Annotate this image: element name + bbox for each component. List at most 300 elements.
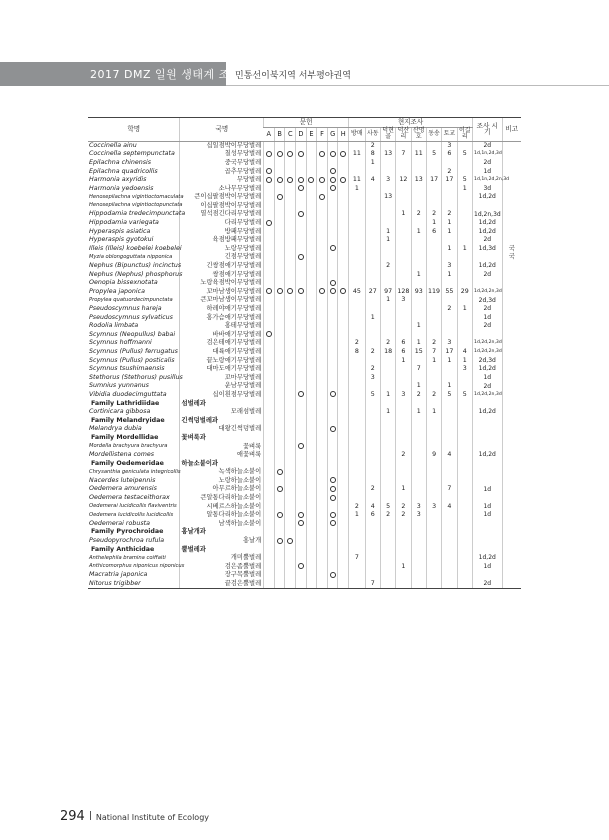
site-count	[457, 159, 472, 168]
lit-cell-b	[274, 219, 285, 228]
presence-mark	[330, 288, 336, 294]
site-count	[411, 425, 426, 434]
species-row	[88, 305, 521, 314]
species-row	[88, 485, 521, 494]
site-count	[442, 236, 457, 245]
site-count: 2	[426, 339, 441, 348]
site-count	[396, 228, 411, 237]
site-count	[380, 571, 395, 580]
lit-cell-f	[317, 228, 328, 237]
family-name: Family Pyrochroidae	[91, 528, 164, 536]
note	[502, 520, 521, 529]
lit-cell-h	[338, 408, 349, 417]
site-count	[380, 253, 395, 262]
presence-mark	[277, 177, 283, 183]
lit-cell-h	[338, 167, 349, 176]
site-count	[442, 580, 457, 589]
site-count	[411, 571, 426, 580]
site-count	[380, 382, 395, 391]
empty-cell	[365, 417, 380, 426]
site-count	[457, 425, 472, 434]
lit-cell-a	[264, 141, 275, 150]
lit-cell-a	[264, 228, 275, 237]
korean-name: 큰이십팔점박이무당벌레	[180, 193, 264, 202]
site-count	[380, 468, 395, 477]
site-count	[411, 563, 426, 572]
site-count: 55	[442, 288, 457, 297]
site-count	[365, 382, 380, 391]
empty-cell	[365, 399, 380, 408]
species-row	[88, 210, 521, 219]
empty-cell	[274, 546, 285, 555]
site-count: 17	[442, 348, 457, 357]
lit-cell-c	[285, 485, 296, 494]
site-count	[365, 262, 380, 271]
site-count	[457, 322, 472, 331]
site-count	[411, 167, 426, 176]
presence-mark	[287, 288, 293, 294]
lit-cell-b	[274, 193, 285, 202]
site-count	[365, 322, 380, 331]
site-count	[426, 202, 441, 211]
scientific-name: Scymnus (Neopullus) babai	[89, 330, 176, 338]
scientific-name: Chrysanthia geniculata integricollis	[89, 468, 181, 475]
site-count	[411, 451, 426, 460]
presence-mark	[298, 443, 304, 449]
presence-mark	[330, 572, 336, 578]
site-count	[380, 374, 395, 383]
survey-season: 2d	[473, 580, 502, 589]
empty-cell	[327, 460, 338, 469]
site-count	[380, 365, 395, 374]
lit-cell-f	[317, 503, 328, 512]
lit-cell-f	[317, 563, 328, 572]
site-count: 12	[396, 176, 411, 185]
site-count: 3	[380, 176, 395, 185]
col-header-korean-name: 국명	[180, 118, 264, 142]
lit-cell-b	[274, 288, 285, 297]
empty-cell	[296, 434, 307, 443]
empty-cell	[264, 399, 275, 408]
survey-season	[473, 425, 502, 434]
site-count	[396, 305, 411, 314]
note	[502, 288, 521, 297]
empty-cell	[274, 417, 285, 426]
lit-cell-a	[264, 236, 275, 245]
lit-cell-g	[327, 563, 338, 572]
site-count: 4	[442, 503, 457, 512]
survey-season: 1d,2d	[473, 228, 502, 237]
empty-cell	[306, 417, 317, 426]
lit-cell-g	[327, 348, 338, 357]
lit-cell-e	[306, 305, 317, 314]
family-row	[88, 399, 521, 408]
table-header	[88, 118, 521, 142]
lit-cell-b	[274, 374, 285, 383]
site-count	[349, 485, 366, 494]
scientific-name: Anthicomorphus niponicus niponicus	[89, 563, 185, 570]
scientific-name: Oedemerai robusta	[89, 519, 150, 527]
site-count	[411, 219, 426, 228]
site-count	[396, 554, 411, 563]
empty-cell	[396, 417, 411, 426]
lit-cell-g	[327, 485, 338, 494]
species-row	[88, 253, 521, 262]
site-count: 1	[380, 228, 395, 237]
empty-cell	[317, 434, 328, 443]
lit-cell-e	[306, 219, 317, 228]
empty-cell	[457, 434, 472, 443]
scientific-name: Scymnus (Pullus) posticalis	[89, 356, 175, 364]
lit-cell-f	[317, 425, 328, 434]
page-number: 294	[60, 809, 85, 824]
survey-season	[473, 477, 502, 486]
survey-season: 1d	[473, 485, 502, 494]
site-count: 2	[442, 167, 457, 176]
lit-cell-f	[317, 442, 328, 451]
survey-season: 1d	[473, 313, 502, 322]
site-count	[426, 331, 441, 340]
site-count: 7	[365, 580, 380, 589]
site-count	[396, 331, 411, 340]
lit-cell-h	[338, 253, 349, 262]
lit-cell-a	[264, 580, 275, 589]
presence-mark	[298, 520, 304, 526]
family-korean-name: 뿔벌레과	[180, 546, 264, 555]
lit-cell-d	[296, 296, 307, 305]
lit-cell-h	[338, 331, 349, 340]
family-korean-name: 긴썩덩벌레과	[180, 417, 264, 426]
lit-col-f: F	[317, 128, 328, 142]
lit-cell-g	[327, 382, 338, 391]
site-count	[380, 202, 395, 211]
lit-cell-f	[317, 451, 328, 460]
species-row	[88, 167, 521, 176]
scientific-name: Henosepilachna vigintioctomaculata	[89, 193, 184, 200]
lit-cell-b	[274, 494, 285, 503]
korean-name: 십일점박이무당벌레	[180, 141, 264, 150]
site-count	[442, 253, 457, 262]
survey-season	[473, 279, 502, 288]
lit-cell-c	[285, 202, 296, 211]
site-count: 1	[365, 313, 380, 322]
lit-cell-h	[338, 271, 349, 280]
lit-cell-a	[264, 477, 275, 486]
scientific-name: Hippodamia tredecimpunctata	[89, 210, 186, 218]
korean-name: 검은테애기무당벌레	[180, 339, 264, 348]
presence-mark	[266, 168, 272, 174]
species-row	[88, 563, 521, 572]
site-count	[457, 236, 472, 245]
lit-cell-e	[306, 580, 317, 589]
empty-cell	[338, 434, 349, 443]
site-count	[349, 167, 366, 176]
scientific-name: Coccinella ainu	[89, 141, 137, 149]
site-count: 1	[411, 322, 426, 331]
empty-cell	[306, 434, 317, 443]
presence-mark	[340, 151, 346, 157]
lit-cell-b	[274, 262, 285, 271]
site-count: 1	[442, 219, 457, 228]
site-count	[411, 236, 426, 245]
korean-name: 다리무당벌레	[180, 219, 264, 228]
survey-season: 1d,2d	[473, 219, 502, 228]
lit-cell-a	[264, 485, 275, 494]
korean-name: 운남무당벌레	[180, 382, 264, 391]
lit-cell-d	[296, 382, 307, 391]
lit-cell-f	[317, 331, 328, 340]
site-count: 1	[457, 245, 472, 254]
site-count	[411, 305, 426, 314]
site-count	[442, 296, 457, 305]
empty-cell	[365, 528, 380, 537]
empty-cell	[285, 417, 296, 426]
lit-cell-e	[306, 159, 317, 168]
presence-mark	[287, 151, 293, 157]
lit-cell-b	[274, 339, 285, 348]
site-count: 45	[349, 288, 366, 297]
lit-cell-e	[306, 176, 317, 185]
empty-cell	[380, 434, 395, 443]
site-count	[457, 219, 472, 228]
lit-cell-g	[327, 339, 338, 348]
lit-cell-f	[317, 365, 328, 374]
lit-cell-c	[285, 167, 296, 176]
scientific-name: Sumnius yunnanus	[89, 382, 149, 390]
site-count	[365, 219, 380, 228]
site-count	[380, 442, 395, 451]
family-row	[88, 460, 521, 469]
lit-cell-g	[327, 322, 338, 331]
site-count	[457, 331, 472, 340]
empty-cell	[380, 546, 395, 555]
lit-cell-e	[306, 245, 317, 254]
lit-cell-h	[338, 141, 349, 150]
species-row	[88, 159, 521, 168]
empty-cell	[274, 399, 285, 408]
species-row	[88, 236, 521, 245]
empty-cell	[473, 417, 502, 426]
site-count	[411, 468, 426, 477]
site-count	[349, 305, 366, 314]
lit-cell-f	[317, 296, 328, 305]
site-count	[349, 202, 366, 211]
lit-cell-g	[327, 296, 338, 305]
lit-cell-a	[264, 253, 275, 262]
species-row	[88, 391, 521, 400]
site-count	[442, 408, 457, 417]
lit-cell-e	[306, 537, 317, 546]
korean-name: 시베르스하늘소붙이	[180, 503, 264, 512]
site-count: 13	[380, 193, 395, 202]
note	[502, 503, 521, 512]
lit-cell-a	[264, 245, 275, 254]
presence-mark	[277, 512, 283, 518]
survey-season: 1d,2d	[473, 365, 502, 374]
col-header-scientific-name: 학명	[88, 118, 180, 142]
lit-cell-b	[274, 245, 285, 254]
lit-cell-d	[296, 236, 307, 245]
lit-cell-d	[296, 503, 307, 512]
site-count	[396, 442, 411, 451]
page-footer	[60, 805, 209, 824]
lit-cell-e	[306, 391, 317, 400]
scientific-name: Oedemera testaceithorax	[89, 494, 170, 502]
site-count	[426, 313, 441, 322]
korean-name: 긴점무당벌레	[180, 253, 264, 262]
korean-name: 쌍점애기무당벌레	[180, 271, 264, 280]
lit-cell-f	[317, 193, 328, 202]
lit-cell-e	[306, 511, 317, 520]
lit-cell-h	[338, 442, 349, 451]
lit-cell-h	[338, 554, 349, 563]
lit-cell-a	[264, 391, 275, 400]
empty-cell	[380, 528, 395, 537]
lit-cell-a	[264, 468, 275, 477]
lit-cell-c	[285, 520, 296, 529]
korean-name: 녹색하늘소붙이	[180, 468, 264, 477]
lit-cell-h	[338, 511, 349, 520]
empty-cell	[442, 528, 457, 537]
empty-cell	[349, 399, 366, 408]
scientific-name: Henosepilachna vigintioctopunctata	[89, 202, 183, 209]
survey-season: 1d,2d	[473, 193, 502, 202]
lit-cell-g	[327, 554, 338, 563]
lit-cell-g	[327, 451, 338, 460]
lit-cell-a	[264, 305, 275, 314]
presence-mark	[319, 194, 325, 200]
scientific-name: Nephus (Bipunctus) incinctus	[89, 262, 182, 270]
note	[502, 580, 521, 589]
site-count	[426, 236, 441, 245]
site-count	[380, 485, 395, 494]
species-row	[88, 339, 521, 348]
lit-cell-c	[285, 494, 296, 503]
lit-cell-a	[264, 563, 275, 572]
empty-cell	[296, 399, 307, 408]
lit-cell-g	[327, 391, 338, 400]
site-count	[349, 210, 366, 219]
site-count	[411, 580, 426, 589]
korean-name: 노랑무당벌레	[180, 245, 264, 254]
site-count	[349, 236, 366, 245]
lit-cell-g	[327, 468, 338, 477]
lit-cell-e	[306, 356, 317, 365]
site-count: 2	[380, 262, 395, 271]
lit-cell-g	[327, 305, 338, 314]
site-count	[426, 571, 441, 580]
site-count	[349, 141, 366, 150]
note	[502, 159, 521, 168]
lit-cell-g	[327, 520, 338, 529]
site-count	[442, 442, 457, 451]
site-count: 13	[380, 150, 395, 159]
site-count	[457, 468, 472, 477]
lit-cell-d	[296, 141, 307, 150]
site-count	[457, 228, 472, 237]
note	[502, 339, 521, 348]
presence-mark	[330, 280, 336, 286]
lit-cell-a	[264, 193, 275, 202]
site-count	[349, 253, 366, 262]
site-count	[411, 485, 426, 494]
empty-cell	[306, 460, 317, 469]
site-count: 3	[396, 296, 411, 305]
site-count: 6	[396, 339, 411, 348]
site-count	[457, 408, 472, 417]
site-col: 동송	[426, 128, 441, 142]
empty-cell	[349, 417, 366, 426]
empty-cell	[338, 399, 349, 408]
lit-cell-f	[317, 253, 328, 262]
korean-name: 칠성무당벌레	[180, 150, 264, 159]
site-count	[442, 511, 457, 520]
lit-cell-h	[338, 322, 349, 331]
note	[502, 494, 521, 503]
lit-cell-e	[306, 520, 317, 529]
site-count	[380, 451, 395, 460]
site-count	[411, 296, 426, 305]
lit-cell-e	[306, 408, 317, 417]
lit-cell-a	[264, 159, 275, 168]
site-count: 1	[411, 271, 426, 280]
lit-cell-a	[264, 503, 275, 512]
site-count	[396, 141, 411, 150]
site-count: 2	[411, 210, 426, 219]
lit-cell-g	[327, 365, 338, 374]
lit-cell-h	[338, 425, 349, 434]
lit-cell-a	[264, 339, 275, 348]
site-count: 3	[365, 374, 380, 383]
lit-cell-f	[317, 245, 328, 254]
lit-cell-a	[264, 408, 275, 417]
site-count: 5	[457, 391, 472, 400]
lit-cell-g	[327, 262, 338, 271]
site-count: 1	[380, 408, 395, 417]
site-count: 11	[349, 176, 366, 185]
empty-cell	[264, 528, 275, 537]
survey-season	[473, 520, 502, 529]
korean-name: 대왕긴썩덩벌레	[180, 425, 264, 434]
survey-season: 1d,2d	[473, 262, 502, 271]
lit-cell-f	[317, 313, 328, 322]
species-row	[88, 554, 521, 563]
lit-cell-e	[306, 167, 317, 176]
lit-cell-c	[285, 408, 296, 417]
site-count	[442, 374, 457, 383]
korean-name: 아무르하늘소붙이	[180, 485, 264, 494]
site-count	[349, 262, 366, 271]
lit-col-a: A	[264, 128, 275, 142]
site-count	[411, 477, 426, 486]
korean-name: 꼬마무당벌레	[180, 374, 264, 383]
site-count	[457, 313, 472, 322]
site-count	[396, 374, 411, 383]
site-count	[457, 511, 472, 520]
korean-name: 알통다리하늘소붙이	[180, 511, 264, 520]
site-count	[457, 374, 472, 383]
lit-cell-b	[274, 477, 285, 486]
lit-cell-e	[306, 193, 317, 202]
empty-cell	[473, 528, 502, 537]
survey-season: 1d	[473, 167, 502, 176]
site-col: 토교	[442, 128, 457, 142]
site-count	[380, 159, 395, 168]
family-row	[88, 528, 521, 537]
site-count: 1	[380, 391, 395, 400]
scientific-name: Oenopia bissexnotata	[89, 279, 158, 287]
site-count: 1	[365, 159, 380, 168]
